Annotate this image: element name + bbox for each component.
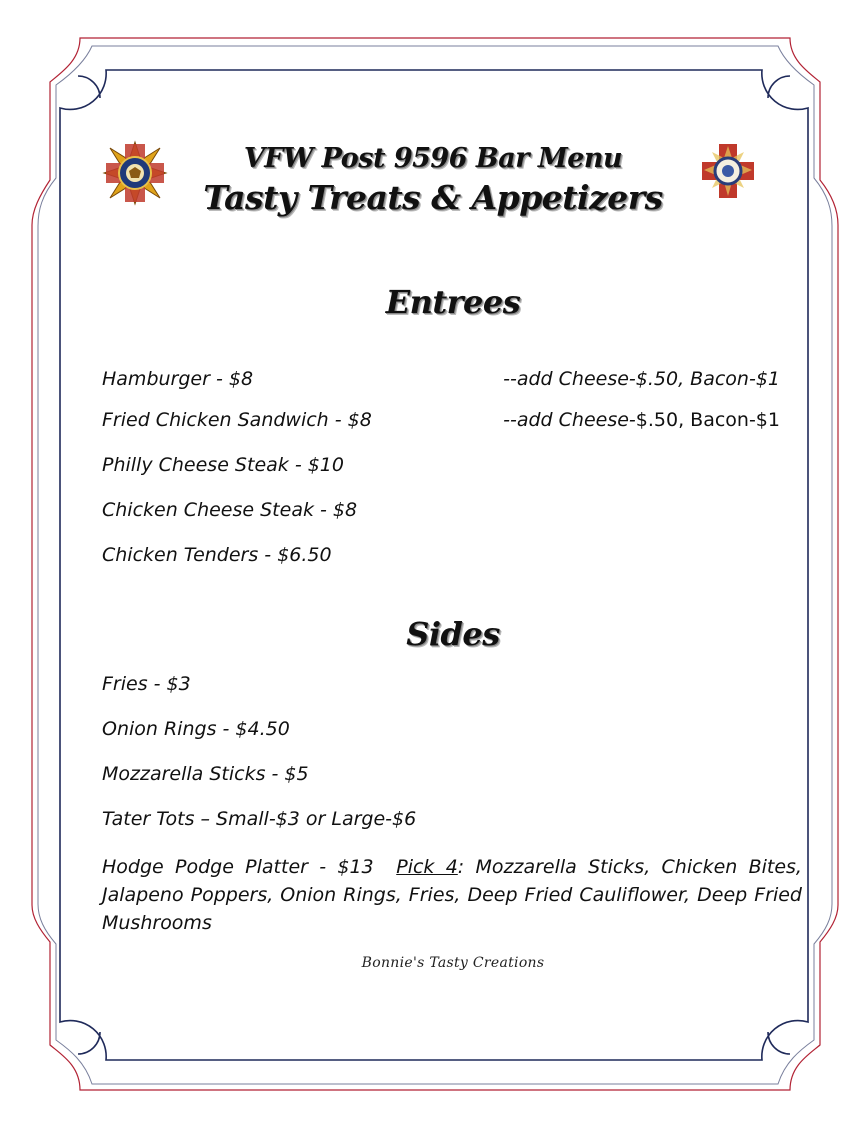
side-item: Fries - $3 — [102, 673, 191, 695]
entree-item: Chicken Cheese Steak - $8 — [102, 499, 358, 521]
side-item: Mozzarella Sticks - $5 — [102, 763, 309, 785]
entree-item: Chicken Tenders - $6.50 — [102, 544, 332, 566]
side-item: Onion Rings - $4.50 — [102, 718, 290, 740]
side-item: Tater Tots – Small-$3 or Large-$6 — [102, 808, 417, 830]
signature: Bonnie's Tasty Creations — [361, 955, 545, 971]
menu-subtitle: Tasty Treats & Appetizers — [203, 178, 663, 217]
entree-addon: --add Cheese-$.50, Bacon-$1 — [503, 368, 780, 390]
sides-heading: Sides — [406, 615, 500, 653]
entree-item: Fried Chicken Sandwich - $8 — [102, 409, 372, 431]
hodge-podge-platter — [102, 853, 802, 937]
entree-item: Hamburger - $8 — [102, 368, 254, 390]
platter-name: Hodge Podge Platter - $13 — [102, 856, 374, 878]
platter-options: : Mozzarella Sticks, Chicken Bites, Jalapeno Poppers, Onion Rings, Fries, Deep Fried Cauliflower, Deep Fried Mushrooms — [102, 856, 802, 934]
entree-addon — [503, 409, 780, 431]
addon-price: $.50, Bacon-$1 — [635, 409, 780, 431]
entrees-heading: Entrees — [385, 283, 521, 321]
addon-prefix: --add Cheese- — [503, 409, 636, 431]
entree-item: Philly Cheese Steak - $10 — [102, 454, 344, 476]
menu-title: VFW Post 9596 Bar Menu — [243, 143, 623, 174]
platter-pick-label: Pick 4 — [396, 856, 458, 878]
